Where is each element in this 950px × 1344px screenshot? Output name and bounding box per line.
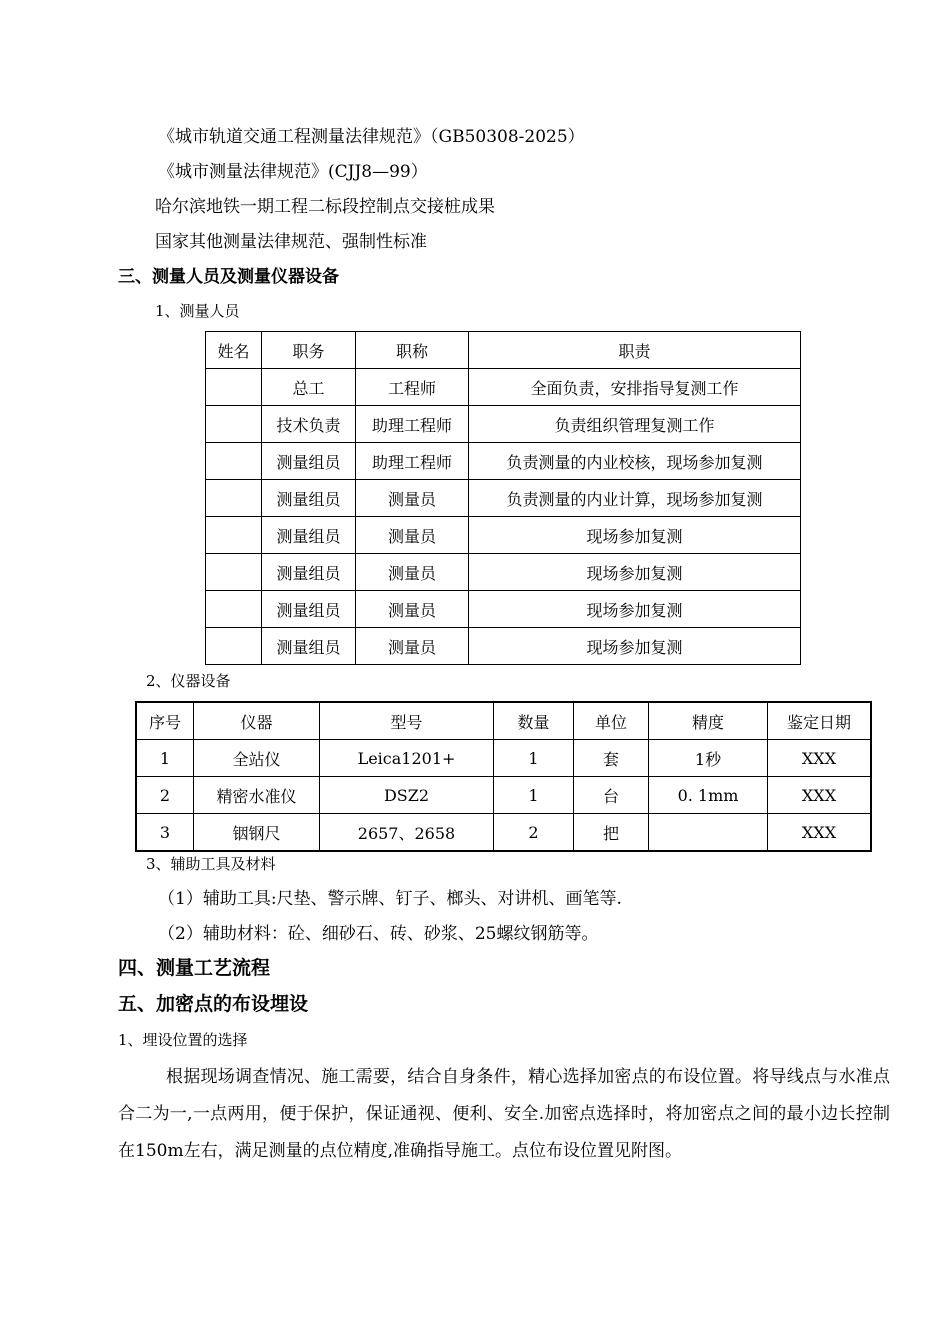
table-cell: 0. 1mm bbox=[649, 777, 768, 814]
equipment-label: 2、仪器设备 bbox=[146, 672, 231, 690]
table-cell: 测量员 bbox=[356, 517, 469, 554]
header-cell: 仪器 bbox=[194, 702, 320, 740]
table-cell: DSZ2 bbox=[320, 777, 494, 814]
table-row bbox=[136, 814, 871, 852]
table-cell: 负责组织管理复测工作 bbox=[469, 406, 801, 443]
table-row bbox=[206, 369, 801, 406]
table-row bbox=[206, 480, 801, 517]
section-4-heading: 四、测量工艺流程 bbox=[118, 957, 271, 979]
table-row bbox=[136, 740, 871, 777]
reference-line-3: 哈尔滨地铁一期工程二标段控制点交接桩成果 bbox=[155, 197, 495, 217]
table-cell: 总工 bbox=[262, 369, 356, 406]
table-cell: 负责测量的内业计算，现场参加复测 bbox=[469, 480, 801, 517]
table-row bbox=[206, 554, 801, 591]
table-cell: 把 bbox=[574, 814, 649, 852]
section-5-heading: 五、加密点的布设埋设 bbox=[118, 993, 309, 1015]
table-cell: 2 bbox=[494, 814, 574, 852]
table-header-row bbox=[136, 702, 871, 740]
header-cell: 职称 bbox=[356, 332, 469, 369]
table-cell: 测量组员 bbox=[262, 443, 356, 480]
header-cell: 职务 bbox=[262, 332, 356, 369]
table-row bbox=[206, 628, 801, 665]
table-cell bbox=[206, 517, 262, 554]
table-row bbox=[136, 777, 871, 814]
section-3-heading: 三、测量人员及测量仪器设备 bbox=[118, 267, 339, 287]
table-cell: 技术负责 bbox=[262, 406, 356, 443]
table-cell: 精密水准仪 bbox=[194, 777, 320, 814]
table-cell bbox=[206, 480, 262, 517]
reference-line-1: 《城市轨道交通工程测量法律规范》（GB50308-2025） bbox=[158, 127, 585, 147]
header-cell: 姓名 bbox=[206, 332, 262, 369]
table-row bbox=[206, 443, 801, 480]
table-row bbox=[206, 517, 801, 554]
table-cell: 测量组员 bbox=[262, 554, 356, 591]
table-cell bbox=[206, 406, 262, 443]
table-cell bbox=[206, 628, 262, 665]
table-cell: 铟钢尺 bbox=[194, 814, 320, 852]
personnel-label: 1、测量人员 bbox=[155, 302, 240, 320]
table-cell: 测量组员 bbox=[262, 517, 356, 554]
table-row bbox=[206, 591, 801, 628]
header-cell: 精度 bbox=[649, 702, 768, 740]
personnel-table bbox=[205, 331, 801, 665]
table-cell: 1 bbox=[494, 777, 574, 814]
table-cell: 套 bbox=[574, 740, 649, 777]
body-paragraph: 根据现场调查情况、施工需要，结合自身条件，精心选择加密点的布设位置。将导线点与水准点合二为一,一点两用，便于保护，保证通视、便利、安全.加密点选择时，将加密点之间的最小边长控制在150m左右，满足测量的点位精度,准确指导施工。点位布设位置见附图。 bbox=[118, 1067, 890, 1161]
materials-line: （2）辅助材料：砼、细砂石、砖、砂浆、25螺纹钢筋等。 bbox=[158, 924, 599, 944]
reference-line-2: 《城市测量法律规范》(CJJ8—99） bbox=[158, 162, 428, 182]
table-cell: XXX bbox=[768, 814, 872, 852]
table-cell: 1秒 bbox=[649, 740, 768, 777]
table-cell: 现场参加复测 bbox=[469, 628, 801, 665]
table-cell: 助理工程师 bbox=[356, 443, 469, 480]
equipment-table bbox=[135, 701, 872, 852]
header-cell: 职责 bbox=[469, 332, 801, 369]
table-cell: 现场参加复测 bbox=[469, 554, 801, 591]
table-cell: 1 bbox=[136, 740, 194, 777]
header-cell: 单位 bbox=[574, 702, 649, 740]
table-cell bbox=[649, 814, 768, 852]
table-cell: 测量员 bbox=[356, 628, 469, 665]
subsection-1-heading: 1、埋设位置的选择 bbox=[118, 1031, 248, 1049]
table-cell: 测量组员 bbox=[262, 628, 356, 665]
table-cell: 负责测量的内业校核，现场参加复测 bbox=[469, 443, 801, 480]
table-cell: 全面负责，安排指导复测工作 bbox=[469, 369, 801, 406]
reference-line-4: 国家其他测量法律规范、强制性标准 bbox=[155, 232, 427, 252]
table-cell: 3 bbox=[136, 814, 194, 852]
table-cell bbox=[206, 554, 262, 591]
table-cell: 测量员 bbox=[356, 591, 469, 628]
table-header-row bbox=[206, 332, 801, 369]
table-cell: 1 bbox=[494, 740, 574, 777]
table-cell: Leica1201+ bbox=[320, 740, 494, 777]
table-cell: 现场参加复测 bbox=[469, 591, 801, 628]
table-cell: 工程师 bbox=[356, 369, 469, 406]
header-cell: 数量 bbox=[494, 702, 574, 740]
tools-line: （1）辅助工具:尺垫、警示牌、钉子、榔头、对讲机、画笔等. bbox=[158, 889, 622, 909]
table-cell: 台 bbox=[574, 777, 649, 814]
table-cell: 2 bbox=[136, 777, 194, 814]
header-cell: 鉴定日期 bbox=[768, 702, 872, 740]
table-cell: 测量员 bbox=[356, 480, 469, 517]
header-cell: 序号 bbox=[136, 702, 194, 740]
table-cell: XXX bbox=[768, 740, 872, 777]
table-cell: 现场参加复测 bbox=[469, 517, 801, 554]
table-cell: 助理工程师 bbox=[356, 406, 469, 443]
header-cell: 型号 bbox=[320, 702, 494, 740]
table-cell: 全站仪 bbox=[194, 740, 320, 777]
table-cell bbox=[206, 369, 262, 406]
table-cell: XXX bbox=[768, 777, 872, 814]
table-cell bbox=[206, 443, 262, 480]
tools-label: 3、辅助工具及材料 bbox=[146, 855, 276, 873]
table-row bbox=[206, 406, 801, 443]
table-cell: 2657、2658 bbox=[320, 814, 494, 852]
table-cell: 测量员 bbox=[356, 554, 469, 591]
table-cell: 测量组员 bbox=[262, 480, 356, 517]
table-cell bbox=[206, 591, 262, 628]
table-cell: 测量组员 bbox=[262, 591, 356, 628]
